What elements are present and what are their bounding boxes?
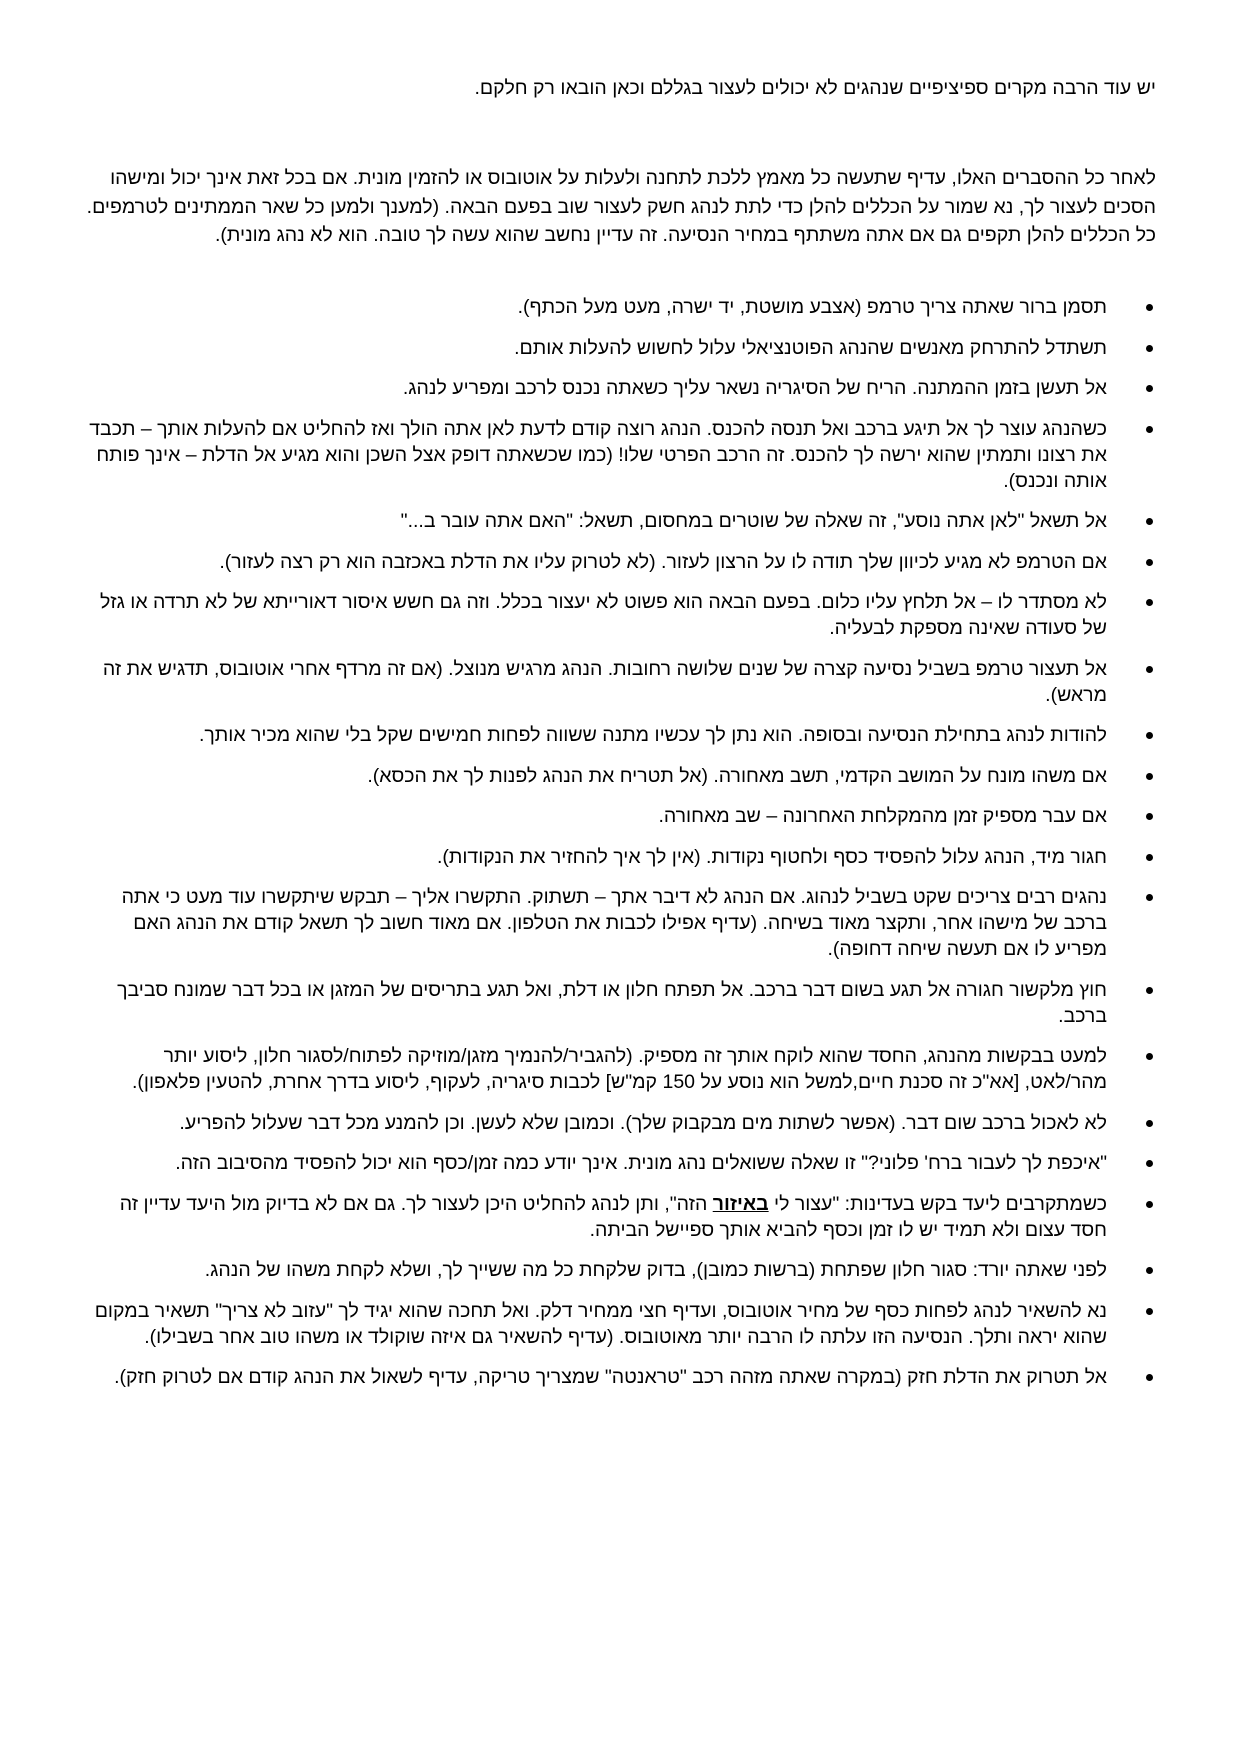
list-item — [81, 1298, 1156, 1350]
list-item-text: תשתדל להתרחק מאנשים שהנהג הפוטנציאלי עלול לחשוש להעלות אותם. — [514, 336, 1107, 359]
list-item-text: נא להשאיר לנהג לפחות כסף של מחיר אוטובוס, ועדיף חצי ממחיר דלק. ואל תחכה שהוא יגיד לך "עזוב לא צריך" תשאיר במקום שהוא יראה ותלך. הנסיעה הזו עלתה לו הרבה יותר מאוטובוס. (עדיף להשאיר גם איזה שוקולד או משהו טוב אחר בשבילו). — [94, 1299, 1107, 1348]
list-item-text: אם עבר מספיק זמן מהמקלחת האחרונה – שב מאחורה. — [658, 805, 1107, 827]
list-item-text: אל תשאל "לאן אתה נוסע", זה שאלה של שוטרים במחסום, תשאל: "האם אתה עובר ב..." — [400, 510, 1107, 532]
list-item-text: לפני שאתה יורד: סגור חלון שפתחת (ברשות כמובן), בדוק שלקחת כל מה ששייך לך, ושלא לקחת משהו של הנהג. — [204, 1259, 1107, 1281]
bullet-dot-icon — [1146, 894, 1153, 901]
list-item — [81, 416, 1156, 494]
list-item-text: אל תעצור טרמפ בשביל נסיעה קצרה של שנים שלושה רחובות. הנהג מרגיש מנוצל. (אם זה מרדף אחרי אוטובוס, תדגיש את זה מראש). — [102, 657, 1107, 706]
intro-text: יש עוד הרבה מקרים ספיציפיים שנהגים לא יכולים לעצור בגללם וכאן הובאו רק חלקם. — [474, 77, 1156, 99]
list-item — [81, 335, 1156, 361]
list-item — [81, 763, 1156, 789]
list-item-text: אם משהו מונח על המושב הקדמי, תשב מאחורה. (אל תטריח את הנהג לפנות לך את הכסא). — [367, 764, 1107, 787]
list-item — [81, 589, 1156, 641]
list-item — [81, 508, 1156, 534]
bullet-dot-icon — [1146, 732, 1153, 739]
bullet-dot-icon — [1146, 666, 1153, 673]
list-item — [81, 1150, 1156, 1176]
list-item — [81, 1110, 1156, 1136]
list-item-text: חגור מיד, הנהג עלול להפסיד כסף ולחטוף נקודות. (אין לך איך להחזיר את הנקודות). — [436, 845, 1107, 868]
list-item — [81, 549, 1156, 575]
bullet-dot-icon — [1146, 426, 1153, 433]
bullet-dot-icon — [1146, 385, 1153, 392]
list-item-text: אל תעשן בזמן ההמתנה. הריח של הסיגריה נשאר עליך כשאתה נכנס לרכב ומפריע לנהג. — [402, 377, 1107, 399]
list-item-text: לא לאכול ברכב שום דבר. (אפשר לשתות מים מבקבוק שלך). וכמובן שלא לעשן. וכן להמנע מכל דבר שעלול להפריע. — [179, 1111, 1107, 1134]
bullet-dot-icon — [1146, 1267, 1153, 1274]
list-item-text: כשהנהג עוצר לך אל תיגע ברכב ואל תנסה להכנס. הנהג רוצה קודם לדעת לאן אתה הולך ואז להחליט אם להעלות אותך – תכבד את רצונו ותמתין שהוא ירשה לך להכנס. זה הרכב הפרטי שלו! (כמו שכשאתה דופק אצל השכן והוא מגיע אל הדלת – אינך פותח אותה ונכנס). — [89, 417, 1107, 492]
list-item-text: תסמן ברור שאתה צריך טרמפ (אצבע מושטת, יד ישרה, מעט מעל הכתף). — [517, 296, 1107, 318]
list-item — [81, 656, 1156, 708]
emphasized-word: באיזור — [712, 1192, 769, 1215]
bullet-dot-icon — [1146, 304, 1153, 311]
list-item-text: אל תטרוק את הדלת חזק (במקרה שאתה מזהה רכב "טראנטה" שמצריך טריקה, עדיף לשאול את הנהג קודם אם לטרוק חזק). — [114, 1366, 1107, 1388]
bullet-dot-icon — [1146, 1201, 1153, 1208]
bullet-dot-icon — [1146, 599, 1153, 606]
list-item-text: "איכפת לך לעבור ברח' פלוני?" זו שאלה ששואלים נהג מונית. אינך יודע כמה זמן/כסף הוא יכול להפסיד מהסיבוב הזה. — [175, 1152, 1107, 1174]
list-item-text: לא מסתדר לו – אל תלחץ עליו כלום. בפעם הבאה הוא פשוט לא יעצור בכלל. וזה גם חשש איסור דאורייתא של לא תרדה או גזל של סעודה שאינה מספקת לבעליה. — [99, 591, 1107, 639]
bullet-dot-icon — [1146, 1374, 1153, 1381]
bullet-dot-icon — [1146, 345, 1153, 352]
bullet-dot-icon — [1146, 1120, 1153, 1127]
list-item — [81, 294, 1156, 320]
list-item — [81, 375, 1156, 401]
list-item — [81, 1043, 1156, 1095]
list-item — [81, 1364, 1156, 1390]
list-item-text: כשמתקרבים ליעד בקש בעדינות: "עצור לי באיזור הזה", ותן לנהג להחליט היכן לעצור לך. גם אם לא בדיוק מול היעד עדיין זה חסד עצום ולא תמיד יש לו זמן וכסף להביא אותך ספיישל הביתה. — [119, 1192, 1107, 1241]
rules-list — [81, 294, 1156, 1405]
list-item-text: חוץ מלקשור חגורה אל תגע בשום דבר ברכב. אל תפתח חלון או דלת, ואל תגע בתריסים של המזגן או בכל דבר שמונח סביבך ברכב. — [117, 978, 1107, 1027]
list-item — [81, 722, 1156, 748]
list-item — [81, 884, 1156, 962]
bullet-dot-icon — [1146, 518, 1153, 525]
bullet-dot-icon — [1146, 987, 1153, 994]
list-item — [81, 1257, 1156, 1283]
bullet-dot-icon — [1146, 854, 1153, 861]
bullet-dot-icon — [1146, 773, 1153, 780]
list-item-text: למעט בבקשות מהנהג, החסד שהוא לוקח אותך זה מספיק. (להגביר/להנמיך מזגן/מוזיקה לפתוח/לסגור חלון, ליסוע יותר מהר/לאט, [אא"כ זה סכנת חיים,למשל הוא נוסע על 150 קמ"ש] לכבות סיגריה, לעקוף, ליסוע בדרך אחרת, להטעין פלאפון). — [132, 1045, 1107, 1093]
list-item — [81, 803, 1156, 829]
bullet-dot-icon — [1146, 1160, 1153, 1167]
list-item-text: אם הטרמפ לא מגיע לכיוון שלך תודה לו על הרצון לעזור. (לא לטרוק עליו את הדלת באכזבה הוא רק רצה לעזור). — [219, 550, 1107, 573]
intro-paragraph: לאחר כל ההסברים האלו, עדיף שתעשה כל מאמץ ללכת לתחנה ולעלות על אוטובוס או להזמין מונית. אם בכל זאת אינך יכול ומישהו הסכים לעצור לך, נא שמור על הכללים להלן כדי לתת לנהג חשק לעצור שוב בפעם הבאה. (למענך ולמען כל שאר הממתינים לטרמפים. כל הכללים להלן תקפים גם אם אתה משתתף במחיר הנסיעה. זה עדיין נחשב שהוא עשה לך טובה. הוא לא נהג מונית). — [86, 167, 1156, 246]
list-item — [81, 977, 1156, 1029]
bullet-dot-icon — [1146, 1053, 1153, 1060]
bullet-dot-icon — [1146, 813, 1153, 820]
bullet-dot-icon — [1146, 559, 1153, 566]
list-item — [81, 1191, 1156, 1243]
list-item-text: להודות לנהג בתחילת הנסיעה ובסופה. הוא נתן לך עכשיו מתנה ששווה לפחות חמישים שקל בלי שהוא מכיר אותך. — [198, 724, 1107, 746]
list-item — [81, 844, 1156, 870]
bullet-dot-icon — [1146, 1308, 1153, 1315]
list-item-text: נהגים רבים צריכים שקט בשביל לנהוג. אם הנהג לא דיבר אתך – תשתוק. התקשרו אליך – תבקש שיתקשרו עוד מעט כי אתה ברכב של מישהו אחר, ותקצר מאוד בשיחה. (עדיף אפילו לכבות את הטלפון. אם מאוד חשוב לך תשאל קודם את הנהג האם מפריע לו אם תעשה שיחה דחופה). — [121, 886, 1107, 960]
